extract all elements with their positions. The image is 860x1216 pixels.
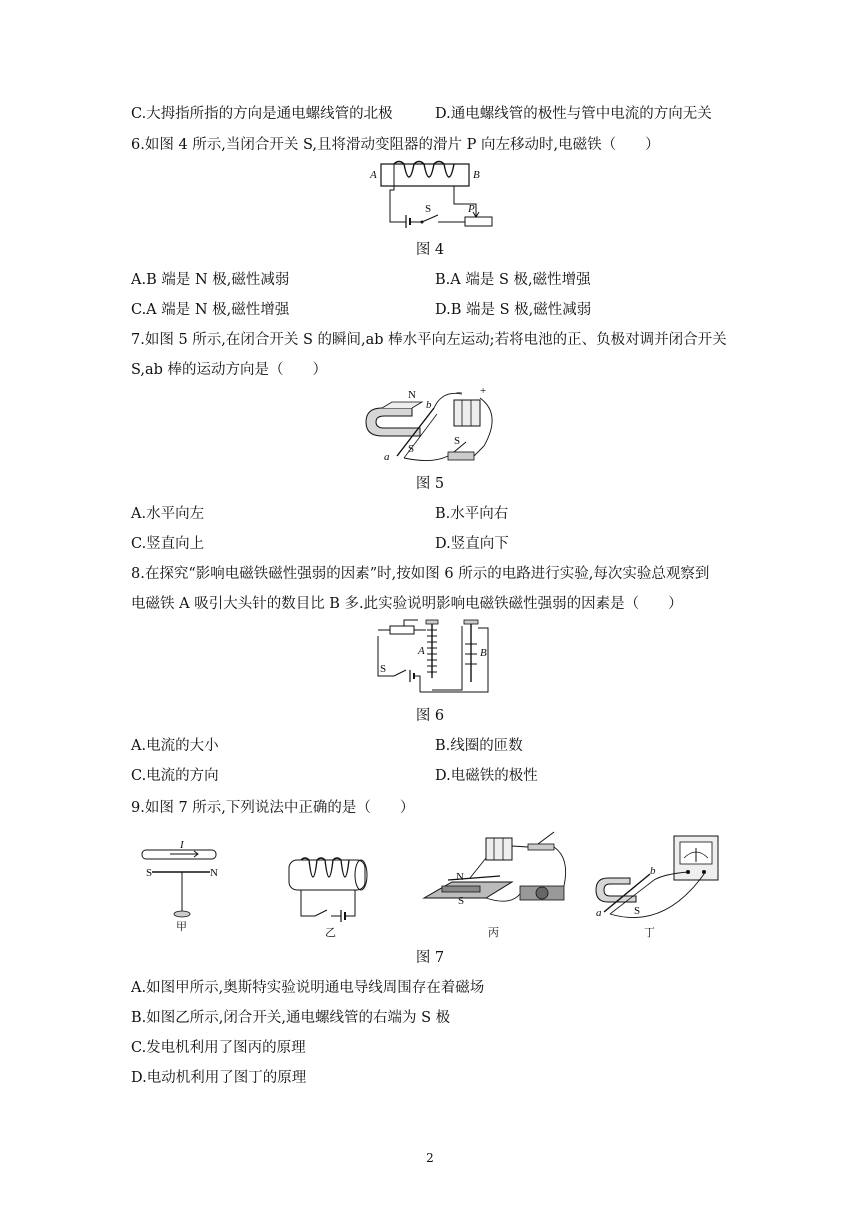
fig7-sub-caption-jia: 甲 [176,921,187,933]
fig6-label-b: B [480,647,487,659]
fig6-label-s: S [380,663,387,675]
q6-option-b: B.A 端是 S 极,磁性增强 [435,272,591,288]
q8-stem-line2: 电磁铁 A 吸引大头针的数目比 B 多.此实验说明影响电磁铁磁性强弱的因素是（ ） [131,596,683,612]
fig4-label-s: S [425,203,432,215]
fig4-label-p: P [468,203,475,215]
q5-option-c: C.大拇指所指的方向是通电螺线管的北极 [131,106,393,122]
q6-option-a: A.B 端是 N 极,磁性减弱 [131,272,290,288]
fig4-label-a: A [370,169,377,181]
q9-option-d: D.电动机利用了图丁的原理 [131,1070,307,1086]
q9-option-a: A.如图甲所示,奥斯特实验说明通电导线周围存在着磁场 [131,980,485,996]
fig7-jia-label-n: N [210,867,218,879]
fig4-label-b: B [473,169,480,181]
q6-stem: 6.如图 4 所示,当闭合开关 S,且将滑动变阻器的滑片 P 向左移动时,电磁铁（ ） [131,137,660,153]
figure-7-yi-solenoid [285,852,375,937]
q8-option-c: C.电流的方向 [131,768,219,784]
fig7-ding-label-b: b [650,865,656,877]
fig7-sub-caption-bing: 丙 [488,927,499,939]
fig5-label-s: S [408,443,415,455]
page-number: 2 [426,1151,434,1165]
q9-stem: 9.如图 7 所示,下列说法中正确的是（ ） [131,800,415,816]
q8-option-d: D.电磁铁的极性 [435,768,538,784]
q5-option-d: D.通电螺线管的极性与管中电流的方向无关 [435,106,712,122]
q7-stem-line2: S,ab 棒的运动方向是（ ） [131,362,328,378]
q8-stem-line1: 8.在探究“影响电磁铁磁性强弱的因素”时,按如图 6 所示的电路进行实验,每次实验总观察到 [131,566,710,582]
figure-7-ding-generator-galvanometer [594,830,730,938]
figure-5-caption: 图 5 [415,476,445,492]
q7-option-b: B.水平向右 [435,506,509,522]
figure-5-magnet-rod-circuit [362,384,498,466]
fig5-label-minus: − [456,387,463,399]
figure-7-bing-motor-apparatus [420,828,572,938]
fig7-sub-caption-yi: 乙 [325,927,336,939]
q9-option-b: B.如图乙所示,闭合开关,通电螺线管的右端为 S 极 [131,1010,451,1026]
figure-4-solenoid-circuit [370,160,500,235]
fig7-jia-label-s: S [146,867,153,879]
q7-option-d: D.竖直向下 [435,536,509,552]
q8-option-a: A.电流的大小 [131,738,219,754]
fig5-label-plus: + [480,385,487,397]
fig5-label-switch: S [454,435,461,447]
fig7-ding-label-a: a [596,907,602,919]
figure-7-jia-oersted [140,838,220,933]
figure-4-caption: 图 4 [415,242,445,258]
figure-6-caption: 图 6 [415,708,445,724]
fig6-label-a: A [418,645,425,657]
fig5-label-n: N [408,389,416,401]
fig7-bing-label-s: S [458,895,465,907]
figure-7-caption: 图 7 [415,950,445,966]
q9-option-c: C.发电机利用了图丙的原理 [131,1040,306,1056]
fig5-label-a: a [384,451,390,463]
q7-option-c: C.竖直向上 [131,536,205,552]
q7-stem-line1: 7.如图 5 所示,在闭合开关 S 的瞬间,ab 棒水平向左运动;若将电池的正、负极对调并闭合开关 [131,332,727,348]
fig7-ding-label-s: S [634,905,641,917]
q8-option-b: B.线圈的匝数 [435,738,523,754]
q6-option-c: C.A 端是 N 极,磁性增强 [131,302,290,318]
fig7-bing-label-n: N [456,871,464,883]
q7-option-a: A.水平向左 [131,506,205,522]
figure-6-electromagnets-circuit [370,618,496,696]
fig7-jia-label-i: I [180,839,184,851]
fig7-sub-caption-ding: 丁 [644,927,655,939]
fig5-label-b: b [426,399,432,411]
q6-option-d: D.B 端是 S 极,磁性减弱 [435,302,592,318]
